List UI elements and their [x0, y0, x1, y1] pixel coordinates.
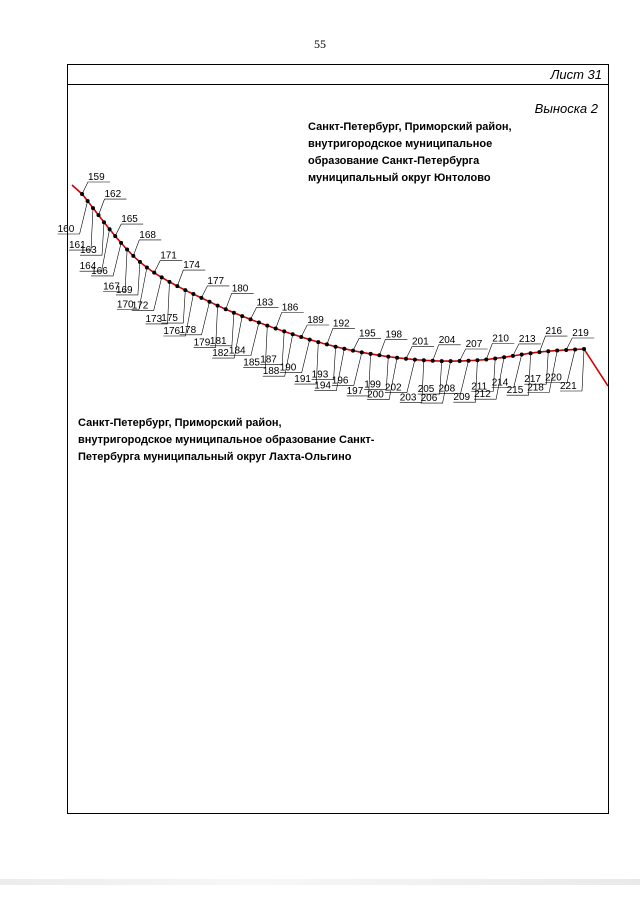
point-label: 220 — [545, 372, 562, 384]
point-label: 209 — [453, 392, 471, 404]
point-label: 218 — [527, 382, 544, 394]
point-label: 195 — [359, 328, 376, 340]
point-label: 200 — [367, 389, 384, 401]
point-label: 179 — [193, 337, 211, 349]
point-label: 219 — [572, 328, 589, 339]
point-label: 208 — [438, 383, 456, 395]
point-label: 172 — [131, 300, 149, 312]
point-label: 203 — [399, 392, 417, 404]
point-label: 199 — [364, 379, 381, 391]
point-label: 185 — [243, 357, 260, 369]
point-label: 175 — [161, 313, 178, 325]
sheet-header — [68, 65, 608, 85]
point-label: 194 — [314, 380, 331, 392]
point-label: 207 — [465, 339, 483, 350]
point-label: 190 — [279, 362, 297, 374]
point-label: 184 — [228, 345, 246, 357]
point-label: 180 — [231, 283, 249, 295]
district-label-lakhta-olgino — [78, 415, 378, 466]
district-label-line: Санкт-Петербург, Приморский район, — [78, 417, 282, 429]
district-label-line: внутригородское муниципальное — [308, 138, 493, 150]
point-label: 173 — [145, 313, 163, 325]
point-label: 168 — [139, 229, 156, 241]
point-label: 176 — [163, 326, 181, 337]
sheet-frame — [67, 64, 609, 814]
point-label: 212 — [474, 389, 491, 401]
point-label: 160 — [57, 224, 75, 235]
point-label: 186 — [281, 302, 299, 314]
point-label: 217 — [524, 374, 541, 386]
point-label: 182 — [212, 348, 229, 360]
page-number: 55 — [314, 37, 326, 51]
point-label: 166 — [91, 265, 108, 277]
point-label: 198 — [385, 329, 403, 341]
point-label: 221 — [560, 381, 577, 392]
point-label: 193 — [311, 369, 329, 381]
point-label: 197 — [346, 385, 364, 397]
point-label: 183 — [256, 297, 274, 309]
point-label: 204 — [438, 334, 456, 346]
point-label: 206 — [420, 393, 438, 405]
point-label: 211 — [471, 381, 488, 393]
point-label: 163 — [80, 245, 97, 257]
point-label: 169 — [115, 284, 133, 296]
scan-edge-stripe — [0, 879, 640, 885]
point-label: 215 — [506, 385, 524, 397]
point-label: 189 — [307, 315, 324, 326]
point-label: 188 — [262, 366, 280, 378]
district-label-yuntolovo — [308, 119, 538, 187]
point-label: 165 — [121, 214, 138, 226]
point-label: 174 — [183, 260, 200, 272]
point-label: 192 — [332, 318, 350, 330]
point-label: 187 — [260, 354, 277, 366]
district-label-line: муниципальный округ Юнтолово — [308, 172, 491, 184]
point-label: 178 — [179, 324, 197, 336]
point-label: 161 — [69, 240, 86, 252]
sheet-label: Лист 31 — [550, 67, 602, 82]
point-label: 181 — [209, 335, 227, 347]
district-label-line: образование Санкт-Петербурга — [308, 155, 480, 167]
point-label: 191 — [294, 374, 311, 386]
point-label: 210 — [492, 333, 509, 345]
point-label: 167 — [103, 281, 120, 293]
point-label: 213 — [518, 333, 536, 345]
district-label-line: Петербурга муниципальный округ Лахта-Ольгино — [78, 451, 352, 463]
callout-label: Выноска 2 — [534, 101, 598, 116]
point-label: 214 — [491, 377, 509, 389]
point-label: 205 — [417, 384, 435, 396]
point-label: 177 — [207, 275, 225, 287]
point-label: 201 — [412, 336, 429, 348]
district-label-line: Санкт-Петербург, Приморский район, — [308, 121, 512, 133]
point-label: 164 — [79, 261, 97, 273]
point-label: 170 — [116, 299, 134, 311]
point-label: 171 — [160, 250, 177, 262]
point-label: 159 — [88, 172, 105, 183]
point-label: 216 — [545, 326, 563, 338]
point-label: 196 — [331, 375, 349, 387]
district-label-line: внутригородское муниципальное образование Санкт- — [78, 434, 375, 446]
point-label: 162 — [104, 189, 122, 201]
point-label: 202 — [384, 382, 402, 394]
